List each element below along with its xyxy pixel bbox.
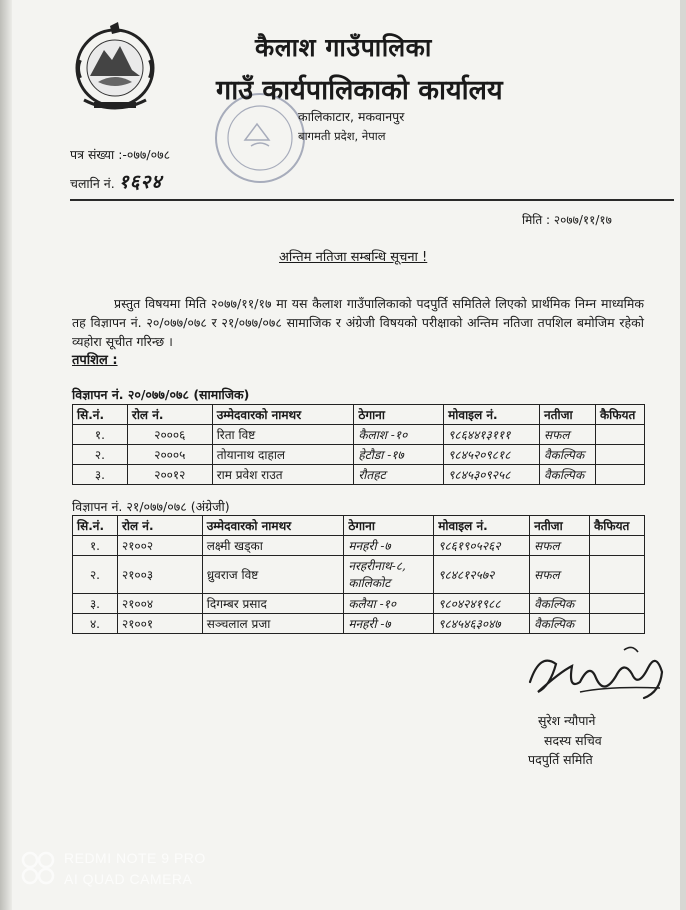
notice-body: प्रस्तुत विषयमा मिति २०७७/११/१७ मा यस कैलाश गाउँपालिकाको पदपुर्ति समितिले लिएको प्रार्थमिक निम्न माध्यमिक तह विज्ञापन नं. २०/०७७/०७८ र २१/०७७/०७८ सामाजिक र अंग्रेजी विषयको परीक्षाको अन्तिम नतिजा तपशिल बमोजिम रहेको व्यहोरा सूचीत गरिन्छ । <box>72 296 644 349</box>
table-row <box>73 614 645 634</box>
col-roll: रोल नं. <box>127 405 212 425</box>
notice-subject: अन्तिम नतिजा सम्बन्धि सूचना ! <box>279 250 428 265</box>
col-address: ठेगाना <box>344 516 434 536</box>
col-name: उम्मेदवारको नामथर <box>202 516 344 536</box>
table-row <box>73 556 645 594</box>
cell-address: मनहरी -७ <box>344 614 434 634</box>
cell-roll: २१००२ <box>117 536 202 556</box>
table-row <box>73 536 645 556</box>
col-mobile: मोवाइल नं. <box>434 516 530 536</box>
table-header-row <box>73 516 645 536</box>
letter-number <box>70 146 170 163</box>
cell-remark <box>595 445 644 465</box>
col-result: नतीजा <box>540 405 596 425</box>
letter-number-value: ०७७/०७८ <box>126 147 171 162</box>
cell-name: रिता विष्ट <box>212 425 354 445</box>
notice-date: मिति : २०७७/११/१७ <box>522 213 612 227</box>
cell-remark <box>590 594 645 614</box>
cell-name: ध्रुवराज विष्ट <box>202 556 344 594</box>
cell-address: रौतहट <box>354 465 444 485</box>
results-table-social <box>72 404 645 485</box>
table-row <box>73 465 645 485</box>
cell-roll: २१००४ <box>117 594 202 614</box>
results-table-english <box>72 515 645 634</box>
cell-name: दिगम्बर प्रसाद <box>202 594 344 614</box>
cell-sn: २. <box>73 445 128 465</box>
dispatch-number-value: १६२४ <box>118 171 163 193</box>
table-header-row <box>73 405 645 425</box>
table-row <box>73 445 645 465</box>
cell-remark <box>595 465 644 485</box>
municipality-name: कैलाश गाउँपालिका <box>255 33 432 62</box>
cell-name: राम प्रवेश राउत <box>212 465 354 485</box>
cell-roll: २१००३ <box>117 556 202 594</box>
cell-remark <box>590 556 645 594</box>
cell-address: कलैया -१० <box>344 594 434 614</box>
col-remark: कैफियत <box>595 405 644 425</box>
details-heading: तपशिल : <box>72 353 118 368</box>
table-row <box>73 594 645 614</box>
cell-mobile: ९८६१९०५२६२ <box>434 536 530 556</box>
cell-result: वैकल्पिक <box>540 465 596 485</box>
table1-heading: विज्ञापन नं. २०/०७७/०७८ (सामाजिक) <box>72 387 250 402</box>
col-sn: सि.नं. <box>73 516 118 536</box>
cell-sn: ४. <box>73 614 118 634</box>
address-line: कालिकोट <box>348 576 391 590</box>
cell-result: सफल <box>540 425 596 445</box>
table-row <box>73 425 645 445</box>
cell-mobile: ९८४८१२५७२ <box>434 556 530 594</box>
col-mobile: मोवाइल नं. <box>444 405 540 425</box>
cell-address: कैलाश -१० <box>354 425 444 445</box>
col-address: ठेगाना <box>354 405 444 425</box>
handwritten-signature <box>520 642 670 710</box>
nepal-emblem-logo <box>72 20 158 120</box>
cell-address: हेटौडा -१७ <box>354 445 444 465</box>
office-province: बागमती प्रदेश, नेपाल <box>298 129 386 143</box>
cell-result: वैकल्पिक <box>530 594 590 614</box>
office-address: कालिकाटार, मकवानपुर <box>298 109 405 124</box>
header-divider <box>70 199 674 201</box>
cell-sn: १. <box>73 425 128 445</box>
cell-sn: ३. <box>73 594 118 614</box>
cell-mobile: ९८०४२४१९८८ <box>434 594 530 614</box>
cell-mobile: ९८४५४६३०४७ <box>434 614 530 634</box>
cell-sn: ३. <box>73 465 128 485</box>
cell-sn: १. <box>73 536 118 556</box>
dispatch-number <box>70 168 162 194</box>
cell-name: तोयानाथ दाहाल <box>212 445 354 465</box>
cell-roll: २००१२ <box>127 465 212 485</box>
cell-address <box>344 556 434 594</box>
cell-result: वैकल्पिक <box>540 445 596 465</box>
cell-remark <box>590 536 645 556</box>
page-edge-shadow <box>0 0 12 910</box>
table2-heading: विज्ञापन नं. २१/०७७/०७८ (अंग्रेजी) <box>72 499 230 514</box>
cell-sn: २. <box>73 556 118 594</box>
cell-name: लक्ष्मी खड्का <box>202 536 344 556</box>
cell-roll: २१००१ <box>117 614 202 634</box>
cell-name: सञ्चलाल प्रजा <box>202 614 344 634</box>
col-name: उम्मेदवारको नामथर <box>212 405 354 425</box>
col-remark: कैफियत <box>590 516 645 536</box>
signatory-title: सदस्य सचिव <box>544 733 602 748</box>
camera-watermark <box>64 848 206 890</box>
dispatch-number-label: चलानि नं. <box>70 176 115 191</box>
cell-remark <box>595 425 644 445</box>
cell-result: वैकल्पिक <box>530 614 590 634</box>
cell-result: सफल <box>530 556 590 594</box>
cell-mobile: ९८४५३०९२५८ <box>444 465 540 485</box>
col-result: नतीजा <box>530 516 590 536</box>
cell-remark <box>590 614 645 634</box>
signatory-name: सुरेश न्यौपाने <box>538 713 596 728</box>
watermark-line1: REDMI NOTE 9 PRO <box>64 850 206 866</box>
cell-mobile: ९८६४४१३१११ <box>444 425 540 445</box>
cell-roll: २०००५ <box>127 445 212 465</box>
cell-roll: २०००६ <box>127 425 212 445</box>
cell-address: मनहरी -७ <box>344 536 434 556</box>
signatory-committee: पदपुर्ति समिति <box>528 752 593 767</box>
col-sn: सि.नं. <box>73 405 128 425</box>
letter-number-label: पत्र संख्या :- <box>70 147 127 162</box>
watermark-line2: AI QUAD CAMERA <box>64 871 193 887</box>
col-roll: रोल नं. <box>117 516 202 536</box>
camera-lens-icon <box>20 850 56 886</box>
address-line: नरहरीनाथ-८, <box>348 559 406 573</box>
cell-mobile: ९८४५२०९८१८ <box>444 445 540 465</box>
office-name: गाउँ कार्यपालिकाको कार्यालय <box>216 75 503 106</box>
cell-result: सफल <box>530 536 590 556</box>
